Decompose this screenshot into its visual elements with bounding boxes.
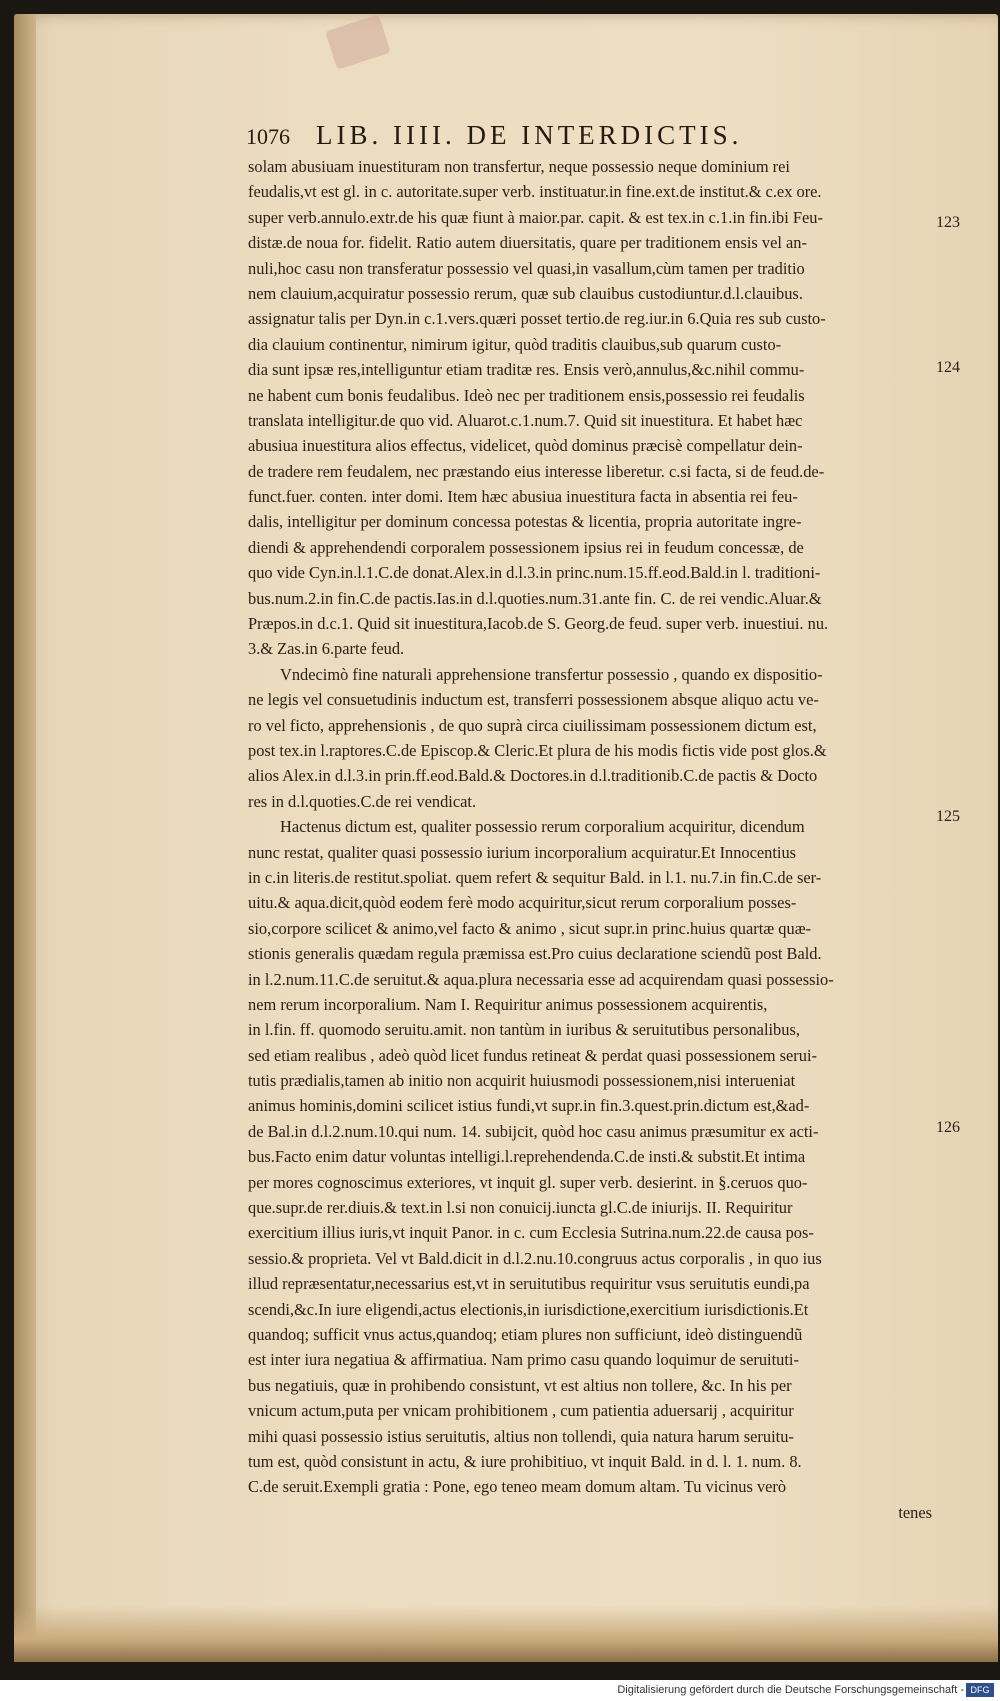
text-line: Hactenus dictum est, qualiter possessio rerum corporalium acquiritur, dicendum [280, 817, 805, 837]
text-line: de Bal.in d.l.2.num.10.qui num. 14. subijcit, quòd hoc casu animus præsumitur ex acti- [248, 1121, 819, 1141]
margin-number: 126 [936, 1119, 960, 1136]
text-line: in c.in literis.de restitut.spoliat. quem refert & sequitur Bald. in l.1. nu.7.in fin.C.de ser- [248, 867, 822, 887]
text-line: tum est, quòd consistunt in actu, & iure prohibitiuo, vt inquit Bald. in d. l. 1. num. 8. [248, 1451, 802, 1471]
text-line: tutis prædialis,tamen ab initio non acquirit huiusmodi possessionem,nisi interueniat [248, 1071, 796, 1091]
text-line: nem clauium,acquiratur possessio rerum, quæ sub clauibus custodiuntur.d.l.clauibus. [248, 283, 803, 303]
text-line: 3.& Zas.in 6.parte feud. [248, 639, 405, 659]
text-line: alios Alex.in d.l.3.in prin.ff.eod.Bald.& Doctores.in d.l.traditionib.C.de pactis & Docto [248, 766, 818, 786]
text-line: bus.Facto enim datur voluntas intelligi.l.reprehendenda.C.de insti.& substit.Et intima [248, 1147, 806, 1167]
text-line: quandoq; sufficit vnus actus,quandoq; etiam plures non sufficiunt, ideò distinguendũ [248, 1324, 803, 1344]
footer [0, 1680, 1000, 1701]
text-line: dalis, intelligitur per dominum concessa potestas & licentia, propria autoritate ingre- [248, 512, 802, 532]
dfg-logo: DFG [966, 1683, 994, 1697]
text-line: in l.fin. ff. quomodo seruitu.amit. non tantùm in iuribus & seruitutibus personalibus, [248, 1020, 800, 1040]
text-line: bus.num.2.in fin.C.de pactis.Ias.in d.l.quoties.num.31.ante fin. C. de rei vendic.Aluar.& [248, 588, 822, 608]
margin-number: 125 [936, 808, 960, 825]
text-line: Præpos.in d.c.1. Quid sit inuestitura,Iacob.de S. Georg.de feud. super verb. inuestiui. nu. [248, 614, 829, 634]
text-line: stionis generalis quædam regula præmissa est.Pro cuius declaratione sciendũ post Bald. [248, 944, 822, 964]
page-header [246, 120, 826, 152]
text-line: feudalis,vt est gl. in c. autoritate.super verb. instituatur.in fine.ext.de institut.& c.ex ore. [248, 182, 822, 202]
catchword: tenes [898, 1502, 932, 1522]
text-line: per mores cognoscimus exteriores, vt inquit gl. super verb. desierint. in §.ceruos quo- [248, 1172, 808, 1192]
text-line: animus hominis,domini scilicet istius fundi,vt supr.in fin.3.quest.prin.dictum est,&ad- [248, 1096, 810, 1116]
text-line: ro vel ficto, apprehensionis , de quo suprà circa ciuilissimam possessionem dictum est, [248, 715, 817, 735]
paper-repair-mark [325, 14, 391, 69]
page-bottom-edge [14, 1606, 998, 1662]
margin-number: 124 [936, 359, 960, 376]
text-line: Vndecimò fine naturali apprehensione transfertur possessio , quando ex dispositio- [280, 664, 823, 684]
text-line: solam abusiuam inuestituram non transfertur, neque possessio neque dominium rei [248, 157, 790, 176]
text-line: vnicum actum,puta per vnicam prohibitionem , cum patientia aduersarij , acquiritur [248, 1401, 794, 1421]
text-line: funct.fuer. conten. inter domi. Item hæc abusiua inuestitura facta in absentia rei feu- [248, 487, 798, 507]
text-line: uitu.& aqua.dicit,quòd eodem ferè modo acquiritur,sicut rerum corporalium posses- [248, 893, 797, 913]
text-line: exercitium illius iuris,vt inquit Panor. in c. cum Ecclesia Sutrina.num.22.de causa pos- [248, 1223, 814, 1243]
main-text [248, 154, 932, 1525]
text-line: illud repræsentatur,necessarius est,vt in seruitutibus requiritur vsus seruitutis eundi,pa [248, 1274, 810, 1294]
text-line: assignatur talis per Dyn.in c.1.vers.quæri posset tertio.de reg.iur.in 6.Quia res sub custo- [248, 309, 826, 329]
text-line: ne habent cum bonis feudalibus. Ideò nec per traditionem ensis,possessio rei feudalis [248, 385, 805, 405]
text-line: scendi,&c.In iure eligendi,actus electionis,in iurisdictione,exercitium iurisdictionis.Et [248, 1299, 809, 1319]
text-line: dia sunt ipsæ res,intelliguntur etiam traditæ res. Ensis verò,annulus,&c.nihil commu- [248, 360, 805, 380]
text-line: dia clauium continentur, nimirum igitur, quòd traditis clauibus,sub quarum custo- [248, 334, 782, 354]
text-line: nem rerum incorporalium. Nam I. Requiritur animus possessionem acquirentis, [248, 994, 768, 1014]
text-line: post tex.in l.raptores.C.de Episcop.& Cleric.Et plura de his modis fictis vide post glos.& [248, 740, 827, 760]
text-line: res in d.l.quoties.C.de rei vendicat. [248, 791, 477, 811]
text-line: distæ.de noua for. fidelit. Ratio autem diuersitatis, quare per traditionem ensis vel an- [248, 233, 807, 253]
text-line: C.de seruit.Exempli gratia : Pone, ego teneo meam domum altam. Tu vicinus verò [248, 1477, 787, 1497]
text-line: de tradere rem feudalem, nec præstando eius interesse liberetur. c.si facta, si de feud.de- [248, 461, 825, 481]
text-line: abusiua inuestitura alios effectus, videlicet, quòd dominus præcisè compellatur dein- [248, 436, 803, 456]
text-line: ne legis vel consuetudinis inductum est, transferri possessionem absque aliquo actu ve- [248, 690, 819, 710]
text-line: translata intelligitur.de quo vid. Aluarot.c.1.num.7. Quid sit inuestitura. Et habet hæc [248, 410, 803, 430]
page-binding-edge [14, 14, 36, 1662]
text-line: sio,corpore scilicet & animo,vel facto & animo , sicut supr.in princ.huius quartæ quæ- [248, 918, 812, 938]
text-line: quo vide Cyn.in.l.1.C.de donat.Alex.in d.l.3.in princ.num.15.ff.eod.Bald.in l. traditioni- [248, 563, 821, 583]
text-line: nunc restat, qualiter quasi possessio iurium incorporalium acquiratur.Et Innocentius [248, 842, 797, 862]
text-line: que.supr.de rer.diuis.& text.in l.si non conuicij.iuncta gl.C.de iniurijs. II. Requiritur [248, 1198, 793, 1218]
margin-number: 123 [936, 214, 960, 231]
text-line: bus negatiuis, quæ in prohibendo consistunt, vt est altius non tollere, &c. In his per [248, 1375, 792, 1395]
text-line: in l.2.num.11.C.de seruitut.& aqua.plura necessaria esse ad acquirendam quasi possessio- [248, 969, 834, 989]
text-line: nuli,hoc casu non transferatur possessio vel quasi,in vasallum,cùm tamen per traditio [248, 258, 805, 278]
footer-credit: Digitalisierung gefördert durch die Deutsche Forschungsgemeinschaft - [617, 1684, 964, 1696]
text-line: mihi quasi possessio istius seruitutis, altius non tollendi, quia natura harum seruitu- [248, 1426, 794, 1446]
folio-number: 1076 [246, 124, 290, 149]
text-line: diendi & apprehendendi corporalem possessionem ipsius rei in feudum concessæ, de [248, 537, 804, 557]
text-line: sed etiam realibus , adeò quòd licet fundus retineat & perdat quasi possessionem serui- [248, 1045, 817, 1065]
running-head: LIB. IIII. DE INTERDICTIS. [316, 120, 743, 150]
text-line: super verb.annulo.extr.de his quæ fiunt à maior.par. capit. & est tex.in c.1.in fin.ibi Feu- [248, 207, 823, 227]
text-line: est inter iura negatiua & affirmatiua. Nam primo casu quando loquimur de seruituti- [248, 1350, 799, 1370]
text-line: sessio.& proprieta. Vel vt Bald.dicit in d.l.2.nu.10.congruus actus corporalis , in quo ius [248, 1248, 822, 1268]
